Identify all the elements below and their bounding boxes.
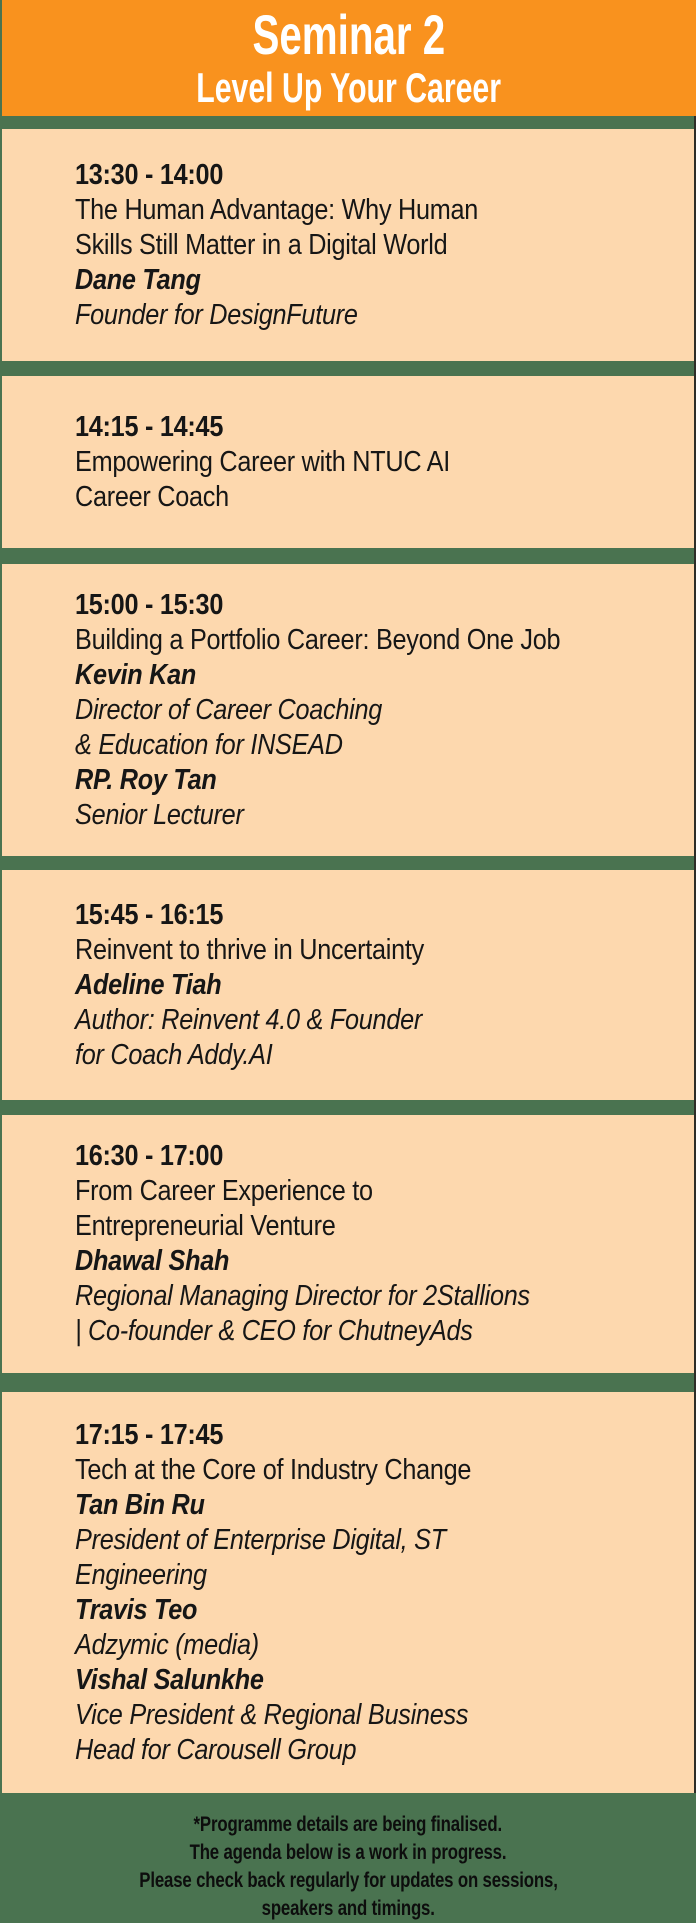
page-subtitle: Level Up Your Career <box>196 64 502 111</box>
session-speaker: Tan Bin Ru <box>75 1488 205 1521</box>
session-card <box>2 564 694 856</box>
session-speaker: Travis Teo <box>75 1593 198 1626</box>
session-speaker: Vishal Salunkhe <box>75 1663 264 1696</box>
session-title: Entrepreneurial Venture <box>75 1210 336 1242</box>
session-role: & Education for INSEAD <box>75 728 343 761</box>
session-time: 13:30 - 14:00 <box>75 158 224 191</box>
session-time: 16:30 - 17:00 <box>75 1140 224 1172</box>
footer-note <box>0 1793 696 1920</box>
footer-line: *Programme details are being finalised. <box>193 1813 503 1836</box>
session-speaker: Dhawal Shah <box>75 1245 230 1277</box>
session-time: 14:15 - 14:45 <box>75 410 224 443</box>
session-title: The Human Advantage: Why Human <box>75 193 479 226</box>
session-role: President of Enterprise Digital, ST <box>75 1523 446 1556</box>
page-title: Seminar 2 <box>252 3 446 66</box>
session-title: Tech at the Core of Industry Change <box>75 1453 472 1486</box>
session-role: Senior Lecturer <box>75 798 244 831</box>
session-speaker: Dane Tang <box>75 263 201 296</box>
session-card <box>2 376 694 548</box>
session-role: Adzymic (media) <box>75 1628 259 1661</box>
footer-line: The agenda below is a work in progress. <box>189 1841 507 1864</box>
session-role: Head for Carousell Group <box>75 1733 357 1766</box>
session-role: Founder for DesignFuture <box>75 298 358 331</box>
session-role: | Co-founder & CEO for ChutneyAds <box>75 1315 473 1347</box>
session-time: 15:45 - 16:15 <box>75 898 224 931</box>
sessions-list <box>2 116 696 1793</box>
session-card <box>2 870 694 1100</box>
session-title: Building a Portfolio Career: Beyond One Job <box>75 623 561 656</box>
session-role: Regional Managing Director for 2Stallions <box>75 1280 530 1312</box>
session-role: Director of Career Coaching <box>75 693 383 726</box>
session-title: From Career Experience to <box>75 1175 373 1207</box>
session-role: Vice President & Regional Business <box>75 1698 469 1731</box>
session-title: Career Coach <box>75 480 229 513</box>
session-speaker: RP. Roy Tan <box>75 763 217 796</box>
footer-line: Please check back regularly for updates on sessions, <box>138 1869 558 1892</box>
session-role: Engineering <box>75 1558 207 1591</box>
session-role: Author: Reinvent 4.0 & Founder <box>75 1003 423 1036</box>
session-speaker: Kevin Kan <box>75 658 197 691</box>
session-time: 17:15 - 17:45 <box>75 1418 224 1451</box>
session-card <box>2 1115 694 1373</box>
session-speaker: Adeline Tiah <box>75 968 222 1001</box>
session-card <box>2 1392 694 1793</box>
footer-line: speakers and timings. <box>261 1897 435 1920</box>
session-card <box>2 129 694 361</box>
header <box>2 0 696 116</box>
session-title: Skills Still Matter in a Digital World <box>75 228 448 261</box>
session-time: 15:00 - 15:30 <box>75 588 224 621</box>
session-role: for Coach Addy.AI <box>75 1038 273 1071</box>
session-title: Reinvent to thrive in Uncertainty <box>75 933 424 966</box>
session-title: Empowering Career with NTUC AI <box>75 445 450 478</box>
